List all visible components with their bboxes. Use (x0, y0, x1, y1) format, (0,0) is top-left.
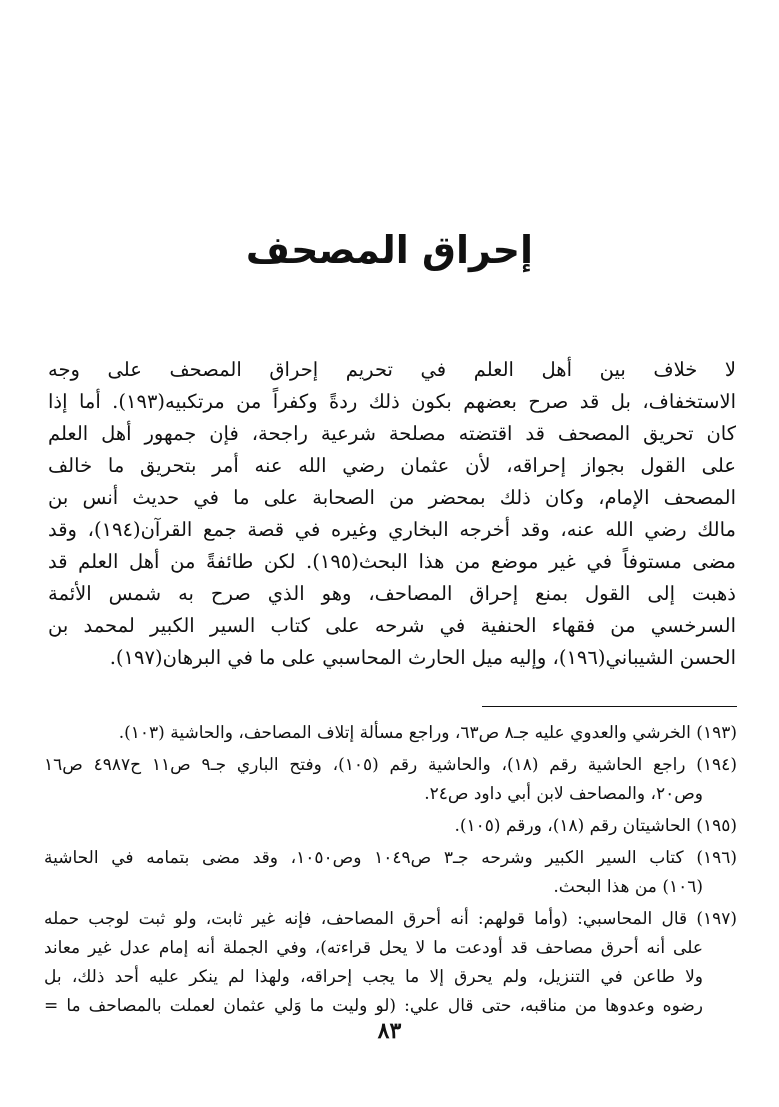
footnote-194 (44, 751, 737, 809)
footnote-195 (44, 812, 737, 841)
footnotes (44, 719, 737, 1024)
footnote-line: (١٩٤) راجع الحاشية رقم (١٨)، والحاشية رقم (١٠٥)، وفتح الباري جـ٩ ص١١ ح٤٩٨٧ ص١٦ (44, 755, 737, 775)
footnote-197 (44, 905, 737, 1021)
footnote-line: (١٩٣) الخرشي والعدوي عليه جـ٨ ص٦٣، وراجع مسألة إتلاف المصاحف، والحاشية (١٠٣). (118, 723, 737, 743)
footnote-196 (44, 844, 737, 902)
footnote-line: على أنه أحرق مصاحف قد أودعت ما لا يحل قراءته)، وفي الجملة أنه إمام عدل غير معاند (44, 938, 703, 958)
body-line: لا خلاف بين أهل العلم في تحريم إحراق المصحف على وجه (48, 358, 736, 381)
page-number: ٨٣ (377, 1018, 402, 1044)
footnote-line: (١٩٧) قال المحاسبي: (وأما قولهم: أنه أحرق المصاحف، فإنه غير ثابت، ولو ثبت لوجب حمله (44, 909, 737, 929)
body-line: كان تحريق المصحف قد اقتضته مصلحة شرعية راجحة، فإن جمهور أهل العلم (48, 422, 736, 445)
footnote-line: (١٩٥) الحاشيتان رقم (١٨)، ورقم (١٠٥). (454, 816, 737, 836)
body-line: على القول بجواز إحراقه، لأن عثمان رضي الله عنه أمر بتحريق ما خالف (48, 454, 736, 477)
footnote-line: رضوه وعدوها من مناقبه، حتى قال علي: (لو وليت ما وَلي عثمان لعملت بالمصاحف ما = (44, 996, 703, 1016)
body-line: مضى مستوفاً في غير موضع من هذا البحث(١٩٥). لكن طائفةً من أهل العلم قد (48, 550, 736, 573)
body-line: الاستخفاف، بل قد صرح بعضهم بكون ذلك ردةً وكفراً من مرتكبيه(١٩٣). أما إذا (48, 390, 736, 413)
body-line: ذهبت إلى القول بمنع إحراق المصاحف، وهو الذي صرح به شمس الأئمة (48, 582, 736, 605)
footnote-line: ولا طاعن في التنزيل، ولم يحرق إلا ما يجب إحراقه، ولهذا لم ينكر عليه أحد ذلك، بل (44, 967, 703, 987)
chapter-title: إحراق المصحف (245, 228, 534, 272)
body-line: الحسن الشيباني(١٩٦)، وإليه ميل الحارث المحاسبي على ما في البرهان(١٩٧). (109, 646, 736, 669)
footnote-separator (482, 706, 737, 707)
footnote-193 (44, 719, 737, 748)
body-line: السرخسي من فقهاء الحنفية في شرحه على كتاب السير الكبير لمحمد بن (48, 614, 736, 637)
footnote-line: (١٩٦) كتاب السير الكبير وشرحه جـ٣ ص١٠٤٩ وص١٠٥٠، وقد مضى بتمامه في الحاشية (44, 848, 737, 868)
body-line: المصحف الإمام، وكان ذلك بمحضر من الصحابة على ما في حديث أنس بن (48, 486, 736, 509)
footnote-line: وص٢٠، والمصاحف لابن أبي داود ص٢٤. (424, 784, 703, 804)
body-line: مالك رضي الله عنه، وقد أخرجه البخاري وغيره في قصة جمع القرآن(١٩٤)، وقد (48, 518, 736, 541)
main-paragraph (48, 354, 736, 674)
footnote-line: (١٠٦) من هذا البحث. (553, 877, 703, 897)
